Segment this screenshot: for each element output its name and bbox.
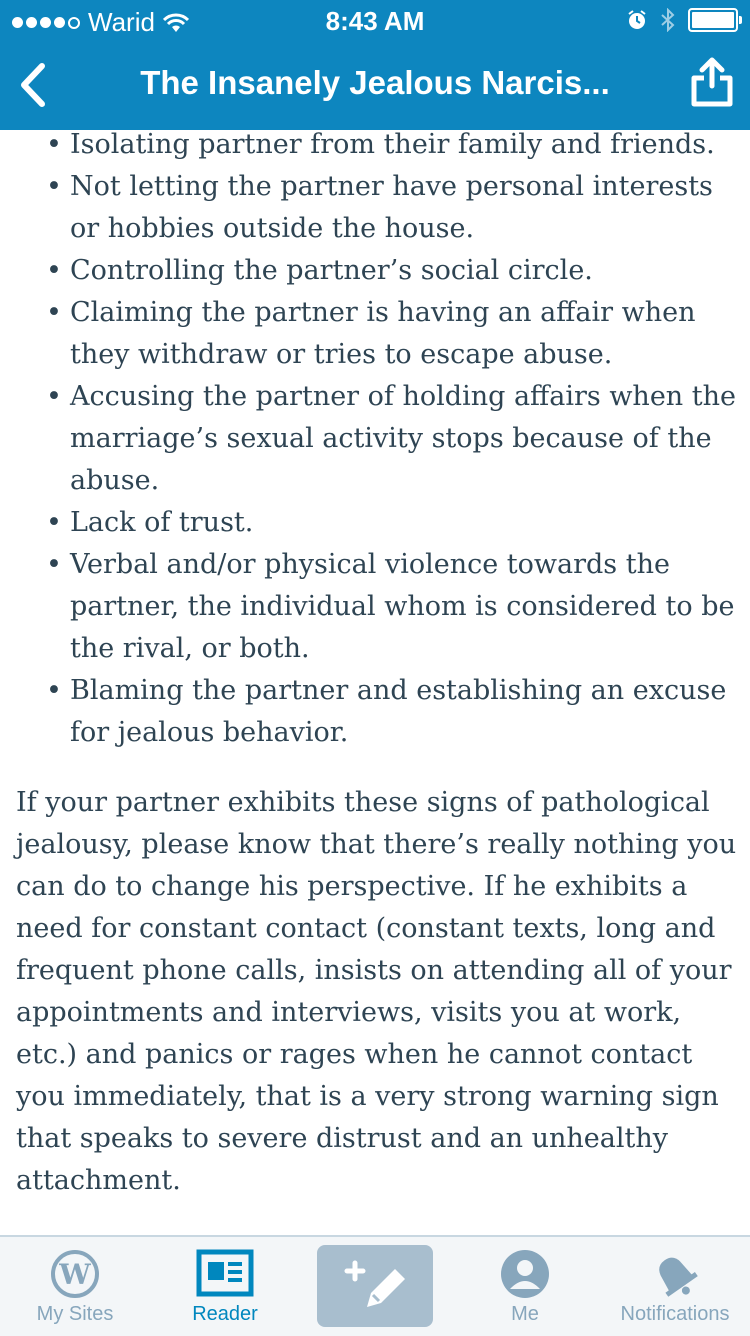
app-header xyxy=(0,0,750,130)
battery-icon xyxy=(688,8,738,32)
tab-label: Me xyxy=(511,1303,539,1325)
status-bar xyxy=(0,0,750,40)
tab-label: Reader xyxy=(192,1303,258,1325)
tab-my-sites[interactable] xyxy=(0,1237,150,1336)
tab-reader[interactable] xyxy=(150,1237,300,1336)
back-chevron-icon[interactable] xyxy=(16,62,50,108)
signs-list xyxy=(0,130,740,754)
tab-label: My Sites xyxy=(36,1303,114,1325)
me-icon xyxy=(500,1249,550,1299)
notifications-bell-icon xyxy=(649,1249,701,1301)
list-item: • Not letting the partner have personal interests or hobbies outside the house. xyxy=(0,166,740,250)
list-item: • Isolating partner from their family and friends. xyxy=(0,130,740,166)
list-item: • Claiming the partner is having an affair when they withdraw or tries to escape abuse. xyxy=(0,292,740,376)
bluetooth-icon xyxy=(660,8,676,32)
list-item: • Blaming the partner and establishing an excuse for jealous behavior. xyxy=(0,670,740,754)
list-item: • Verbal and/or physical violence towards the partner, the individual whom is considered to be the rival, or both. xyxy=(0,544,740,670)
tab-label: Notifications xyxy=(620,1303,730,1325)
status-right-group xyxy=(626,8,738,32)
list-item: • Controlling the partner’s social circle. xyxy=(0,250,740,292)
list-item: • Lack of trust. xyxy=(0,502,740,544)
write-post-icon xyxy=(317,1245,433,1327)
list-item: • Accusing the partner of holding affairs when the marriage’s sexual activity stops because of the abuse. xyxy=(0,376,740,502)
tab-me[interactable] xyxy=(450,1237,600,1336)
status-time: 8:43 AM xyxy=(325,6,425,36)
page-title: The Insanely Jealous Narcis... xyxy=(140,64,610,101)
reader-icon xyxy=(196,1249,254,1297)
article-content xyxy=(0,130,750,1235)
alarm-icon xyxy=(626,9,648,31)
tab-bar xyxy=(0,1235,750,1336)
carrier-name: Warid xyxy=(88,7,155,37)
svg-text:W: W xyxy=(59,1258,91,1291)
write-post-button[interactable] xyxy=(317,1245,433,1327)
tab-notifications[interactable] xyxy=(600,1237,750,1336)
article-paragraph: If your partner exhibits these signs of pathological jealousy, please know that there’s really nothing you can do to change his perspective. If he exhibits a need for constant contact (constant texts, long and frequent phone calls, insists on attending all of your appointments and interviews, visits you at work, etc.) and panics or rages when he cannot contact you immediately, that is a very strong warning sign that speaks to severe distrust and an unhealthy attachment. xyxy=(16,787,737,1196)
wordpress-icon xyxy=(50,1249,100,1299)
share-icon[interactable] xyxy=(690,56,734,108)
nav-bar xyxy=(0,40,750,130)
